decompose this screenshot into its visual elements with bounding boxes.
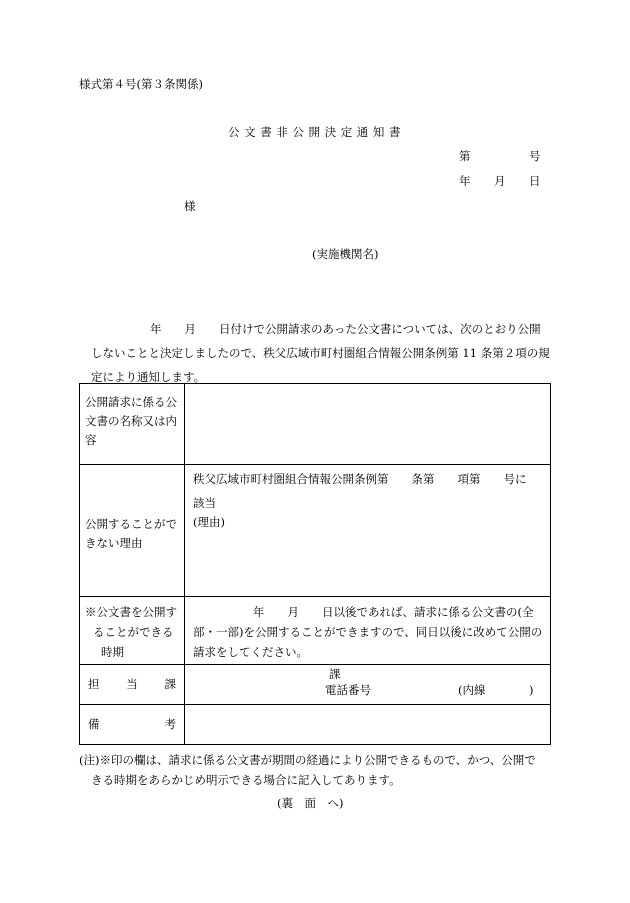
reason-label-2: きない理由 xyxy=(85,536,143,550)
remarks-label-1: 備 xyxy=(88,717,100,731)
agency-name: (実施機関名) xyxy=(312,247,379,261)
number-dai: 第 xyxy=(459,149,471,163)
charge-label-1: 担 xyxy=(88,677,100,691)
charge-label-3: 課 xyxy=(164,677,176,691)
number-go: 号 xyxy=(529,149,541,163)
reason-value-cell[interactable] xyxy=(185,465,551,597)
remarks-label-cell xyxy=(80,705,185,745)
reason-line-1: 秩父広域市町村圏組合情報公開条例第 条第 項第 号に xyxy=(193,472,527,486)
remarks-value-cell[interactable] xyxy=(185,705,551,745)
footer-reverse: (裏 面 へ) xyxy=(277,796,344,810)
remarks-label-2: 考 xyxy=(164,717,176,731)
reason-label-cell xyxy=(80,465,185,597)
reason-line-2: 該当 xyxy=(193,496,216,510)
doc-name-label: 公開請求に係る公文書の名称又は内容 xyxy=(85,395,177,447)
charge-ka: 課 xyxy=(329,667,341,681)
period-label-cell xyxy=(80,597,185,665)
period-line-3: 請求をしてください。 xyxy=(193,645,308,659)
notice-table xyxy=(79,383,551,745)
period-line-1: 年 月 日以後であれば、請求に係る公文書の(全 xyxy=(253,605,534,619)
period-label-2: ることができる xyxy=(93,625,174,639)
document-title: 公文書非公開決定通知書 xyxy=(228,125,406,139)
body-line-1: 年 月 日付けで公開請求のあった公文書については、次のとおり公開 xyxy=(150,322,541,336)
charge-label-cell xyxy=(80,665,185,705)
doc-name-value-cell[interactable] xyxy=(185,384,551,465)
body-line-2: しないことと決定しましたので、秩父広域市町村圏組合情報公開条例第 11 条第２項の規 xyxy=(91,346,550,360)
doc-name-label-cell xyxy=(80,384,185,465)
note-line-2: きる時期をあらかじめ明示できる場合に記入してあります。 xyxy=(91,773,401,787)
date-day: 日 xyxy=(529,174,541,188)
reason-label-1: 公開することがで xyxy=(85,517,177,531)
addressee-sama: 様 xyxy=(184,199,196,213)
charge-phone-label: 電話番号 xyxy=(325,683,371,697)
body-line-3: 定により通知します。 xyxy=(91,370,206,384)
date-year: 年 xyxy=(459,174,471,188)
charge-extension-label: (内線 xyxy=(458,683,486,697)
note-line-1: (注)※印の欄は、請求に係る公文書が期間の経過により公開できるもので、かつ、公開で xyxy=(79,753,536,767)
period-line-2: 部・一部)を公開することができますので、同日以後に改めて公開の xyxy=(193,625,543,639)
period-label-1: ※公文書を公開す xyxy=(85,605,177,619)
period-value-cell[interactable] xyxy=(185,597,551,665)
charge-value-cell[interactable] xyxy=(185,665,551,705)
charge-label-2: 当 xyxy=(126,677,138,691)
form-number: 様式第４号(第３条関係) xyxy=(79,77,203,91)
reason-line-3: (理由) xyxy=(193,515,225,529)
period-label-3: 時期 xyxy=(101,645,124,659)
charge-extension-close: ) xyxy=(529,683,534,697)
date-month: 月 xyxy=(494,174,506,188)
